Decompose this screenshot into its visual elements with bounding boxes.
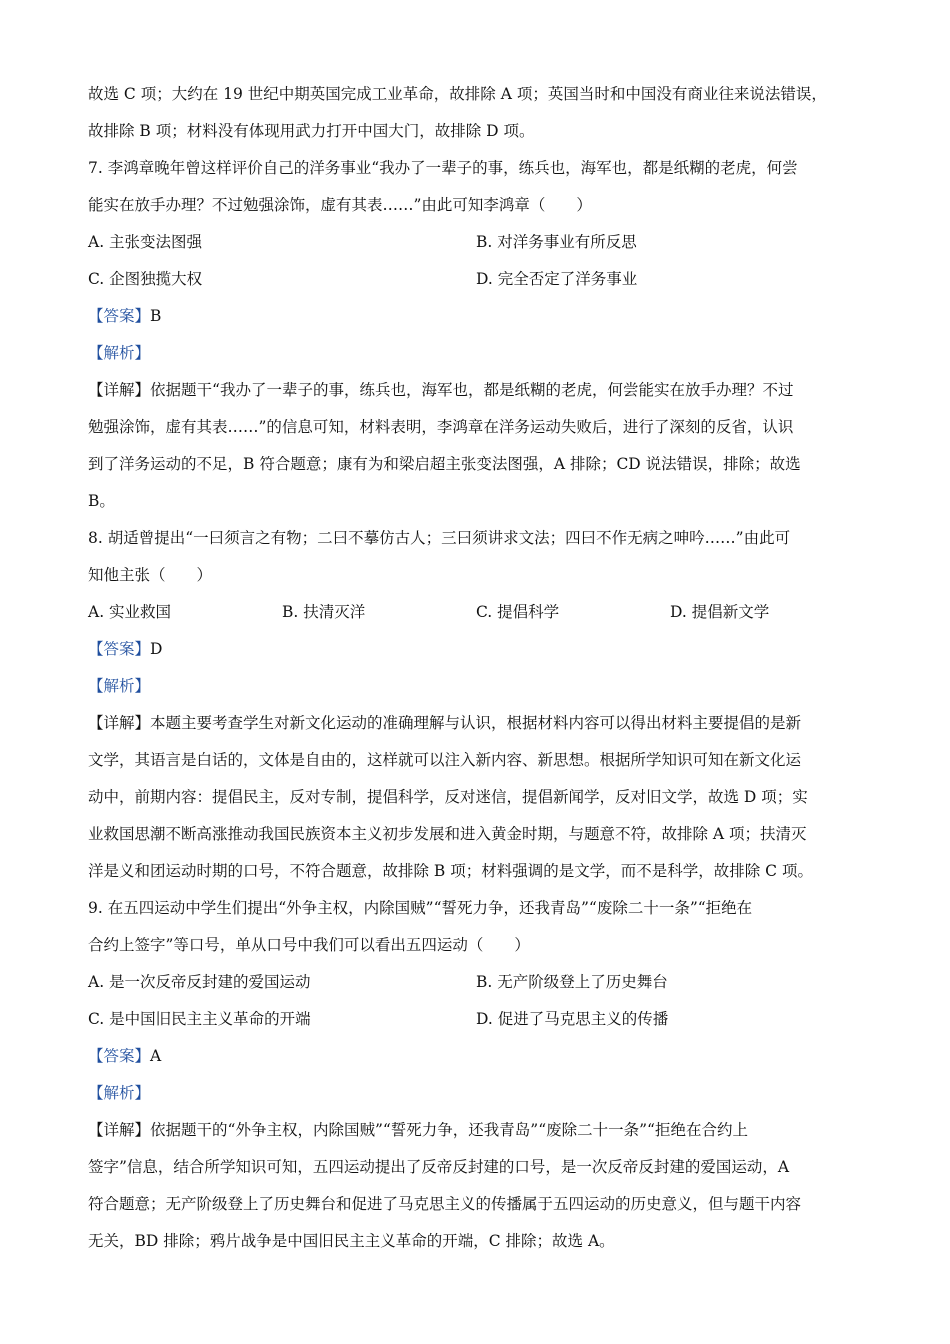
answer-tag: 【答案】 bbox=[88, 307, 151, 325]
analysis-tag: 【解析】 bbox=[88, 1084, 151, 1102]
answer-line bbox=[88, 631, 874, 668]
question-7 bbox=[88, 150, 874, 520]
options-row bbox=[88, 261, 874, 298]
options-row bbox=[88, 224, 874, 261]
text-line: 故排除 B 项；材料没有体现用武力打开中国大门，故排除 D 项。 bbox=[88, 122, 535, 140]
text-line: 勉强涂饰，虚有其表……”的信息可知，材料表明，李鸿章在洋务运动失败后，进行了深刻的反省，认识 bbox=[88, 418, 794, 436]
option-a: A. 实业救国 bbox=[88, 603, 172, 621]
text-line bbox=[88, 705, 874, 742]
analysis-line bbox=[88, 1075, 874, 1112]
analysis-tag: 【解析】 bbox=[88, 677, 151, 695]
options-row bbox=[88, 594, 874, 631]
text-line: 文学，其语言是白话的，文体是自由的，这样就可以注入新内容、新思想。根据所学知识可知在新文化运 bbox=[88, 751, 802, 769]
question-stem: 9. 在五四运动中学生们提出“外争主权，内除国贼”“誓死力争，还我青岛”“废除二十一条”“拒绝在 bbox=[88, 899, 753, 917]
option-b: B. 对洋务事业有所反思 bbox=[476, 233, 637, 251]
option-a: A. 是一次反帝反封建的爱国运动 bbox=[88, 973, 311, 991]
detail-explanation bbox=[88, 705, 874, 890]
detail-tag: 【详解】 bbox=[88, 1121, 151, 1139]
text-line: 无关，BD 排除；鸦片战争是中国旧民主主义革命的开端，C 排除；故选 A。 bbox=[88, 1232, 615, 1250]
detail-tag: 【详解】 bbox=[88, 381, 151, 399]
previous-explanation-tail bbox=[88, 76, 874, 150]
option-d: D. 提倡新文学 bbox=[670, 603, 770, 621]
option-b: B. 无产阶级登上了历史舞台 bbox=[476, 973, 668, 991]
text-line: B。 bbox=[88, 492, 115, 510]
answer-line bbox=[88, 1038, 874, 1075]
text-line: 洋是义和团运动时期的口号，不符合题意，故排除 B 项；材料强调的是文学，而不是科学，故排除 C 项。 bbox=[88, 862, 813, 880]
question-stem: 8. 胡适曾提出“一曰须言之有物；二曰不摹仿古人；三曰须讲求文法；四曰不作无病之呻吟……”由此可 bbox=[88, 529, 791, 547]
answer-value: D bbox=[150, 640, 163, 658]
option-b: B. 扶清灭洋 bbox=[282, 603, 366, 621]
question-stem: 知他主张（ ） bbox=[88, 566, 213, 584]
question-9 bbox=[88, 890, 874, 1260]
question-stem: 合约上签字”等口号，单从口号中我们可以看出五四运动（ ） bbox=[88, 936, 530, 954]
options-row bbox=[88, 1001, 874, 1038]
analysis-line bbox=[88, 335, 874, 372]
question-stem: 7. 李鸿章晚年曾这样评价自己的洋务事业“我办了一辈子的事，练兵也，海军也，都是纸糊的老虎，何尝 bbox=[88, 159, 798, 177]
question-stem: 能实在放手办理？不过勉强涂饰，虚有其表……”由此可知李鸿章（ ） bbox=[88, 196, 592, 214]
option-d: D. 完全否定了洋务事业 bbox=[476, 270, 638, 288]
text-line bbox=[88, 1112, 874, 1149]
detail-text: 依据题干的“外争主权，内除国贼”“誓死力争，还我青岛”“废除二十一条”“拒绝在合约上 bbox=[150, 1121, 748, 1139]
question-8 bbox=[88, 520, 874, 890]
option-a: A. 主张变法图强 bbox=[88, 233, 203, 251]
answer-tag: 【答案】 bbox=[88, 1047, 151, 1065]
text-line: 业救国思潮不断高涨推动我国民族资本主义初步发展和进入黄金时期，与题意不符，故排除 A 项；扶清灭 bbox=[88, 825, 807, 843]
text-line: 签字”信息，结合所学知识可知，五四运动提出了反帝反封建的口号，是一次反帝反封建的爱国运动，A bbox=[88, 1158, 790, 1176]
answer-tag: 【答案】 bbox=[88, 640, 151, 658]
answer-line bbox=[88, 298, 874, 335]
text-line: 动中，前期内容：提倡民主，反对专制，提倡科学，反对迷信，提倡新闻学，反对旧文学，故选 D 项；实 bbox=[88, 788, 808, 806]
detail-explanation bbox=[88, 1112, 874, 1260]
options-row bbox=[88, 964, 874, 1001]
answer-value: A bbox=[150, 1047, 162, 1065]
analysis-tag: 【解析】 bbox=[88, 344, 151, 362]
option-d: D. 促进了马克思主义的传播 bbox=[476, 1010, 669, 1028]
option-c: C. 企图独揽大权 bbox=[88, 270, 203, 288]
text-line: 到了洋务运动的不足，B 符合题意；康有为和梁启超主张变法图强，A 排除；CD 说法错误，排除；故选 bbox=[88, 455, 801, 473]
text-line bbox=[88, 372, 874, 409]
answer-value: B bbox=[150, 307, 162, 325]
detail-text: 依据题干“我办了一辈子的事，练兵也，海军也，都是纸糊的老虎，何尝能实在放手办理？不过 bbox=[150, 381, 794, 399]
option-c: C. 是中国旧民主主义革命的开端 bbox=[88, 1010, 311, 1028]
detail-text: 本题主要考查学生对新文化运动的准确理解与认识，根据材料内容可以得出材料主要提倡的是新 bbox=[150, 714, 802, 732]
option-c: C. 提倡科学 bbox=[476, 603, 560, 621]
detail-tag: 【详解】 bbox=[88, 714, 151, 732]
detail-explanation bbox=[88, 372, 874, 520]
analysis-line bbox=[88, 668, 874, 705]
text-line: 符合题意；无产阶级登上了历史舞台和促进了马克思主义的传播属于五四运动的历史意义，但与题干内容 bbox=[88, 1195, 802, 1213]
text-line: 故选 C 项；大约在 19 世纪中期英国完成工业革命，故排除 A 项；英国当时和中国没有商业往来说法错误， bbox=[88, 85, 827, 103]
